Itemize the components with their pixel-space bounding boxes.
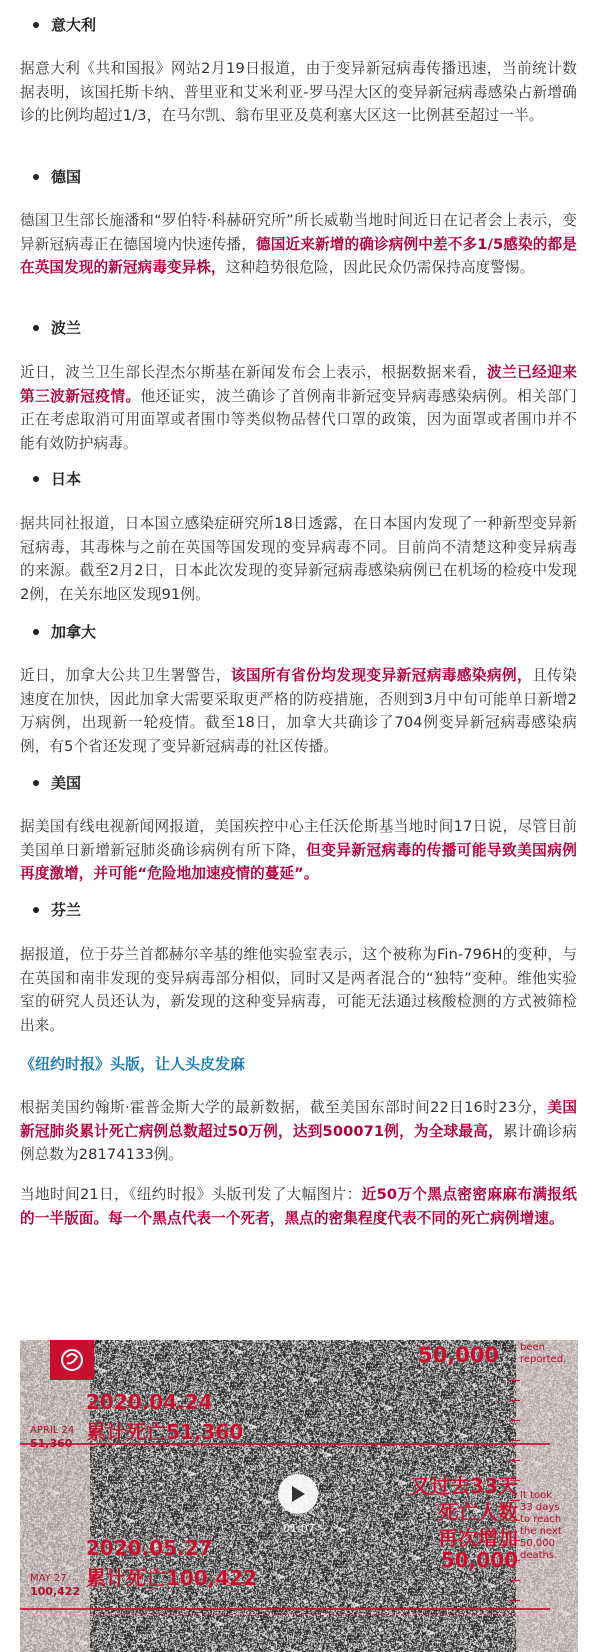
paragraph-usa bbox=[20, 815, 577, 886]
annotation-line: 再次增加 bbox=[438, 1526, 518, 1550]
annotation-line: 50,000 bbox=[440, 1548, 518, 1572]
bullet-icon bbox=[33, 780, 39, 786]
paragraph-japan: 据共同社报道，日本国立感染症研究所18日透露，在日本国内发现了一种新型变异新冠病毒，其毒株与之前在英国等国发现的变异病毒不同。目前尚不清楚这种变异病毒的来源。截至2月2日，日本此次发现的变异新冠病毒感染病例已在机场的检疫中发现2例，在关东地区发现91例。 bbox=[20, 515, 577, 603]
side-date-label: MAY 27 bbox=[30, 1573, 67, 1584]
side-value-label: 100,422 bbox=[30, 1585, 81, 1598]
death-total-label: 累计死亡100,422 bbox=[86, 1566, 258, 1590]
section-heading-finland bbox=[33, 899, 81, 921]
bullet-icon bbox=[33, 174, 39, 180]
paragraph-text: 据美国有线电视新闻网报道，美国疾控中心主任沃伦斯基当地时间17日说，尽管目前美国单日新增新冠肺炎确诊病例有所下降， bbox=[20, 818, 577, 859]
top-note-line: been bbox=[520, 1342, 545, 1353]
paragraph-text: 累计确诊病例总数为28174133例。 bbox=[20, 1122, 577, 1163]
bullet-icon bbox=[33, 907, 39, 913]
paragraph-text: 这种趋势很危险，因此民众仍需保持高度警惕。 bbox=[225, 259, 535, 276]
highlighted-text: 该国所有省份均发现变异新冠病毒感染病例， bbox=[230, 667, 533, 684]
annotation-note: 33 days bbox=[520, 1502, 560, 1513]
paragraph-text: 近日，加拿大公共卫生署警告， bbox=[20, 667, 231, 684]
scale-tick bbox=[510, 1460, 520, 1461]
scale-tick bbox=[510, 1580, 520, 1581]
section-heading-poland bbox=[33, 317, 81, 339]
paragraph-nyt-front-page bbox=[20, 1183, 577, 1230]
section-heading-italy bbox=[33, 14, 96, 36]
scale-tick bbox=[510, 1380, 520, 1381]
side-value-label: 51,360 bbox=[30, 1437, 73, 1450]
scale-tick bbox=[510, 1420, 520, 1421]
section-heading-canada bbox=[33, 621, 96, 643]
highlighted-text: 近50万个黑点密密麻麻布满报纸的一半版面。每一个黑点代表一个死者，黑点的密集程度代表不同的死亡病例增速。 bbox=[20, 1186, 577, 1227]
side-date-label: APRIL 24 bbox=[30, 1425, 75, 1436]
annotation-note: 50,000 bbox=[520, 1538, 555, 1549]
paragraph-text: 当地时间21日，《纽约时报》头版刊发了大幅图片： bbox=[20, 1186, 362, 1203]
highlighted-text: 美国新冠肺炎累计死亡病例总数超过50万例，达到500071例，为全球最高， bbox=[20, 1099, 578, 1140]
section-heading-germany bbox=[33, 166, 81, 188]
bullet-icon bbox=[33, 325, 39, 331]
section-heading-usa bbox=[33, 772, 81, 794]
paragraph-text: 近日，波兰卫生部长涅杰尔斯基在新闻发布会上表示，根据数据来看， bbox=[20, 364, 487, 381]
logo-icon bbox=[50, 1340, 94, 1380]
paragraph-finland: 据报道，位于芬兰首都赫尔辛基的维他实验室表示，这个被称为Fin-796H的变种，与在英国和南非发现的变异病毒部分相似，同时又是两者混合的“独特”变种。维他实验室的研究人员还认为，新发现的这种变异病毒，可能无法通过核酸检测的方式被筛检出来。 bbox=[20, 946, 577, 1034]
annotation-note: deaths. bbox=[520, 1550, 558, 1561]
scale-tick bbox=[510, 1400, 520, 1401]
threshold-line bbox=[20, 1608, 550, 1610]
date-label: 2020.05.27 bbox=[86, 1536, 213, 1560]
timeline-strip bbox=[20, 1340, 90, 1652]
nyt-section-title: 《纽约时报》头版，让人头皮发麻 bbox=[20, 1055, 246, 1073]
section-heading-japan bbox=[33, 468, 81, 490]
play-button[interactable] bbox=[278, 1474, 318, 1514]
paragraph-italy: 据意大利《共和国报》网站2月19日报道，由于变异新冠病毒传播迅速，当前统计数据表明，该国托斯卡纳、普里亚和艾米利亚-罗马涅大区的变异新冠病毒感染占新增确诊的比例均超过1/3，在马尔凯、翁布里亚及莫利塞大区这一比例甚至超过一半。 bbox=[20, 60, 577, 124]
section-heading-label: 波兰 bbox=[51, 319, 82, 337]
scale-tick bbox=[510, 1440, 520, 1441]
paragraph-germany bbox=[20, 209, 577, 280]
bullet-icon bbox=[33, 629, 39, 635]
paragraph-canada bbox=[20, 664, 577, 758]
top-count-label: 50,000 bbox=[418, 1343, 500, 1367]
annotation-line: 又过去33天 bbox=[410, 1474, 518, 1498]
section-heading-label: 日本 bbox=[51, 470, 82, 488]
paragraph-text: 且传染速度在加快，因此加拿大需要采取更严格的防疫措施，否则到3月中旬可能单日新增2万病例，出现新一轮疫情。截至18日，加拿大共确诊了704例变异新冠病毒感染病例，有5个省还发现了变异新冠病毒的社区传播。 bbox=[20, 667, 577, 755]
section-heading-label: 芬兰 bbox=[51, 901, 82, 919]
section-heading-label: 加拿大 bbox=[51, 623, 97, 641]
annotation-note: the next bbox=[520, 1526, 562, 1537]
section-heading-label: 美国 bbox=[51, 774, 82, 792]
section-heading-label: 德国 bbox=[51, 168, 82, 186]
video-player[interactable] bbox=[20, 1340, 578, 1652]
section-heading-label: 意大利 bbox=[51, 16, 97, 34]
annotation-note: to reach bbox=[520, 1514, 562, 1525]
video-duration: 01:07 bbox=[283, 1522, 315, 1535]
death-total-label: 累计死亡51,360 bbox=[86, 1420, 244, 1444]
highlighted-text: 德国近来新增的确诊病例中差不多1/5感染的都是在英国发现的新冠病毒变异株， bbox=[20, 235, 577, 276]
annotation-note: It took bbox=[520, 1490, 552, 1501]
paragraph-nyt-data bbox=[20, 1096, 577, 1167]
paragraph-text: 德国卫生部长施潘和“罗伯特·科赫研究所”所长威勒当地时间近日在记者会上表示，变异新冠病毒正在德国境内快速传播， bbox=[20, 212, 577, 253]
paragraph-text: 他还证实，波兰确诊了首例南非新冠变异病毒感染病例。相关部门正在考虑取消可用面罩或者围巾等类似物品替代口罩的政策，因为面罩或者围巾并不能有效防护病毒。 bbox=[20, 387, 577, 452]
highlighted-text: 波兰已经迎来第三波新冠疫情。 bbox=[20, 364, 577, 405]
annotation-line: 死亡人数 bbox=[438, 1500, 518, 1524]
date-label: 2020.04.24 bbox=[86, 1390, 213, 1414]
bullet-icon bbox=[33, 22, 39, 28]
play-icon bbox=[290, 1485, 306, 1503]
paragraph-poland bbox=[20, 361, 577, 455]
bullet-icon bbox=[33, 476, 39, 482]
scale-tick bbox=[510, 1600, 520, 1601]
top-note-line: reported. bbox=[520, 1354, 567, 1365]
highlighted-text: 但变异新冠病毒的传播可能导致美国病例再度激增，并可能“危险地加速疫情的蔓延”。 bbox=[20, 841, 577, 882]
paragraph-text: 根据美国约翰斯·霍普金斯大学的最新数据，截至美国东部时间22日16时23分， bbox=[20, 1099, 548, 1116]
